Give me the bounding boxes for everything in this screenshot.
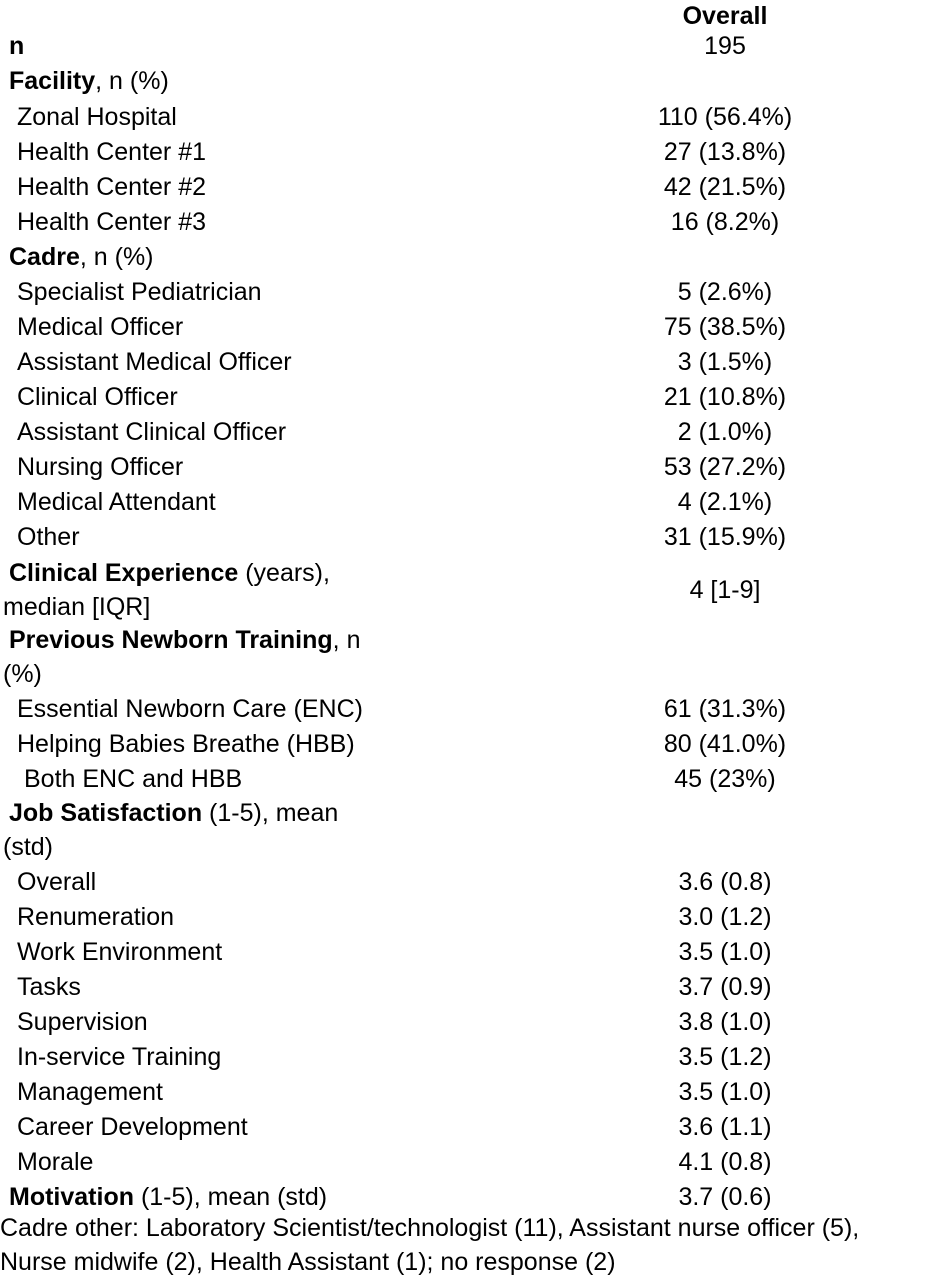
row-label: Career Development — [17, 1113, 248, 1141]
row-value: 21 (10.8%) — [663, 383, 787, 411]
row-label: Supervision — [17, 1008, 148, 1036]
facility-title: Facility — [9, 67, 96, 95]
row-label: Zonal Hospital — [17, 103, 177, 131]
row-label: Specialist Pediatrician — [17, 278, 262, 306]
row-label: Helping Babies Breathe (HBB) — [17, 730, 355, 758]
row-value: 3.0 (1.2) — [678, 903, 772, 931]
row-value: 31 (15.9%) — [663, 523, 787, 551]
row-label: Overall — [17, 868, 97, 896]
n-value: 195 — [704, 32, 746, 60]
row-value: 53 (27.2%) — [663, 453, 787, 481]
satisfaction-suffix: (1-5), mean — [202, 799, 339, 827]
training-suffix: , n — [332, 626, 361, 654]
row-value: 61 (31.3%) — [663, 695, 787, 723]
row-label: Health Center #2 — [17, 173, 207, 201]
satisfaction-line2: (std) — [3, 833, 53, 861]
row-value: 27 (13.8%) — [663, 138, 787, 166]
row-value: 3.8 (1.0) — [678, 1008, 772, 1036]
row-label: In-service Training — [17, 1043, 222, 1071]
facility-header — [9, 65, 169, 97]
row-label: Tasks — [17, 973, 81, 1001]
satisfaction-header — [9, 797, 338, 829]
training-line2: (%) — [3, 660, 42, 688]
row-label: Assistant Clinical Officer — [17, 418, 287, 446]
row-label: Both ENC and HBB — [24, 765, 243, 793]
row-label: Clinical Officer — [17, 383, 178, 411]
motivation-value: 3.7 (0.6) — [678, 1183, 772, 1211]
cadre-header — [9, 241, 154, 273]
row-value: 3.6 (0.8) — [678, 868, 772, 896]
row-value: 4 (2.1%) — [677, 488, 773, 516]
row-label: Assistant Medical Officer — [17, 348, 292, 376]
row-value: 3.5 (1.0) — [678, 938, 772, 966]
row-value: 110 (56.4%) — [657, 103, 793, 131]
row-label: Health Center #1 — [17, 138, 207, 166]
row-value: 4.1 (0.8) — [678, 1148, 772, 1176]
experience-value: 4 [1-9] — [689, 576, 761, 604]
n-label: n — [9, 32, 25, 60]
experience-header — [9, 557, 330, 589]
row-value: 3 (1.5%) — [677, 348, 773, 376]
row-value: 45 (23%) — [674, 765, 776, 793]
row-value: 5 (2.6%) — [677, 278, 773, 306]
row-label: Medical Officer — [17, 313, 184, 341]
footnote-line-2: Nurse midwife (2), Health Assistant (1); no response (2) — [0, 1248, 616, 1276]
row-value: 3.5 (1.0) — [678, 1078, 772, 1106]
row-value: 16 (8.2%) — [670, 208, 780, 236]
cadre-title: Cadre — [9, 243, 80, 271]
row-value: 3.5 (1.2) — [678, 1043, 772, 1071]
row-label: Essential Newborn Care (ENC) — [17, 695, 363, 723]
footnote-line-1: Cadre other: Laboratory Scientist/technologist (11), Assistant nurse officer (5), — [0, 1214, 860, 1242]
row-label: Nursing Officer — [17, 453, 184, 481]
row-label: Management — [17, 1078, 163, 1106]
row-label: Renumeration — [17, 903, 175, 931]
facility-suffix: , n (%) — [95, 67, 169, 95]
experience-line2: median [IQR] — [3, 593, 151, 621]
motivation-title: Motivation — [9, 1183, 134, 1211]
training-header — [9, 624, 360, 656]
row-value: 2 (1.0%) — [677, 418, 773, 446]
row-value: 3.7 (0.9) — [678, 973, 772, 1001]
column-header-overall: Overall — [682, 2, 768, 30]
row-value: 42 (21.5%) — [663, 173, 787, 201]
experience-title: Clinical Experience — [9, 559, 239, 587]
motivation-header — [9, 1181, 327, 1213]
row-label: Medical Attendant — [17, 488, 216, 516]
cadre-suffix: , n (%) — [79, 243, 154, 271]
row-label: Other — [17, 523, 80, 551]
row-value: 3.6 (1.1) — [678, 1113, 772, 1141]
motivation-suffix: (1-5), mean (std) — [134, 1183, 328, 1211]
experience-suffix: (years), — [238, 559, 330, 587]
training-title: Previous Newborn Training — [9, 626, 333, 654]
row-label: Morale — [17, 1148, 94, 1176]
row-value: 75 (38.5%) — [663, 313, 787, 341]
row-label: Work Environment — [17, 938, 223, 966]
row-label: Health Center #3 — [17, 208, 207, 236]
satisfaction-title: Job Satisfaction — [9, 799, 203, 827]
row-value: 80 (41.0%) — [663, 730, 787, 758]
